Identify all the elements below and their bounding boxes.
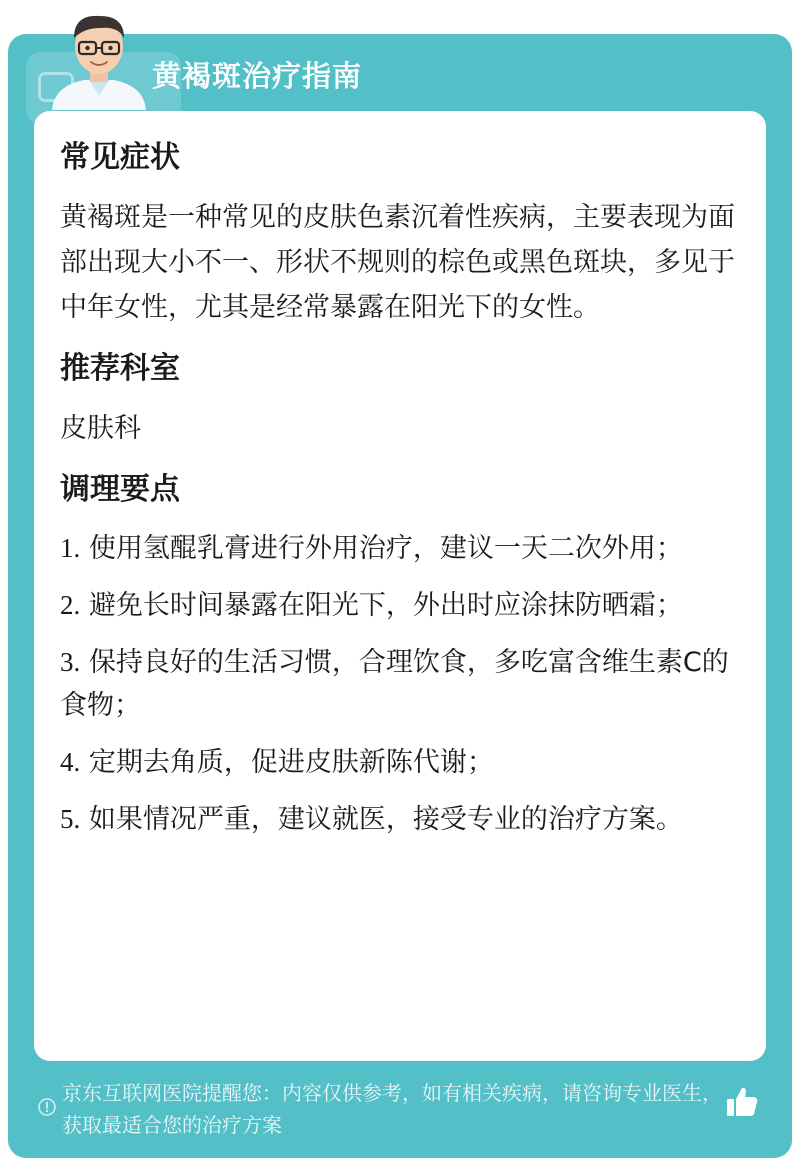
- care-item-number: 4.: [60, 747, 81, 777]
- care-item: [60, 741, 740, 784]
- care-item-text: 使用氢醌乳膏进行外用治疗，建议一天二次外用；: [88, 533, 683, 564]
- doctor-avatar-icon: [44, 8, 154, 110]
- care-section: [60, 469, 740, 841]
- care-list: [60, 527, 740, 841]
- symptoms-heading: 常见症状: [60, 140, 180, 175]
- care-heading: 调理要点: [60, 472, 180, 507]
- care-item-number: 3.: [60, 647, 81, 677]
- info-icon: [37, 1097, 57, 1117]
- care-item-text: 保持良好的生活习惯，合理饮食，多吃富含维生素C的食物；: [60, 647, 729, 721]
- care-item-text: 避免长时间暴露在阳光下，外出时应涂抹防晒霜；: [88, 590, 683, 621]
- content-panel: [34, 111, 766, 1061]
- page-title: 黄褐斑治疗指南: [152, 59, 363, 93]
- department-section: [60, 348, 740, 451]
- care-item-number: 1.: [60, 533, 81, 563]
- care-item: [60, 584, 740, 627]
- care-item-number: 2.: [60, 590, 81, 620]
- symptoms-text: 黄褐斑是一种常见的皮肤色素沉着性疾病，主要表现为面部出现大小不一、形状不规则的棕色或黑色斑块，多见于中年女性，尤其是经常暴露在阳光下的女性。: [60, 202, 735, 323]
- care-item: [60, 798, 740, 841]
- care-item: [60, 641, 740, 727]
- disclaimer-text: 京东互联网医院提醒您：内容仅供参考，如有相关疾病，请咨询专业医生，获取最适合您的治疗方案: [62, 1081, 722, 1137]
- thumbs-up-icon[interactable]: [724, 1084, 760, 1120]
- care-item-number: 5.: [60, 804, 81, 834]
- department-text: 皮肤科: [60, 413, 141, 444]
- department-heading: 推荐科室: [60, 351, 180, 386]
- care-item: [60, 527, 740, 570]
- care-item-text: 如果情况严重，建议就医，接受专业的治疗方案。: [88, 804, 683, 835]
- symptoms-section: [60, 137, 740, 330]
- care-item-text: 定期去角质，促进皮肤新陈代谢；: [88, 747, 494, 778]
